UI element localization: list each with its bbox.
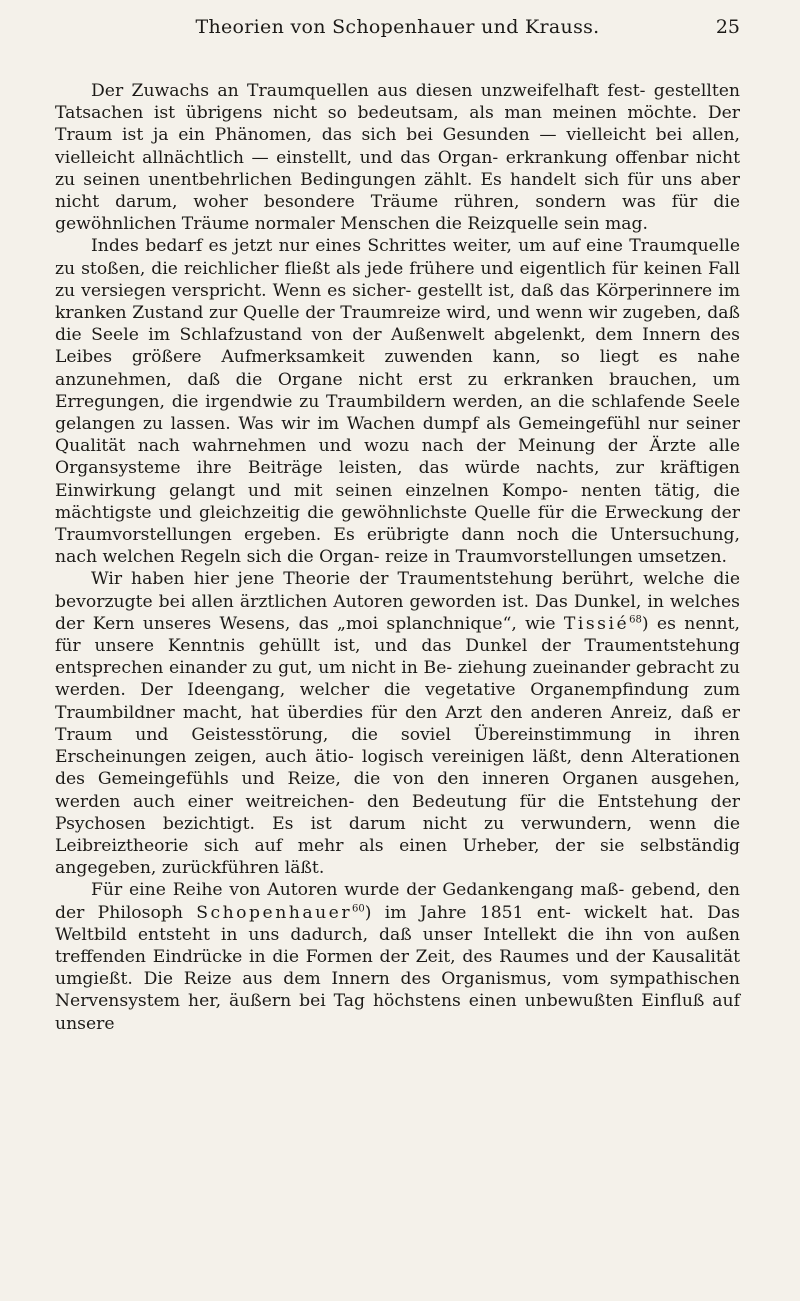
author-name-schopenhauer: Schopenhauer xyxy=(196,902,353,923)
paragraph-3 xyxy=(55,568,740,879)
footnote-ref-68: 68 xyxy=(629,614,642,626)
footnote-ref-60: 60 xyxy=(352,902,365,914)
page-number: 25 xyxy=(715,16,740,38)
paragraph-3-text-a: Wir haben hier jene Theorie der Traumentstehung berührt, welche die bevorzugte bei allen ärztlichen Autoren geworden ist. Das Dunkel, in welches der Kern unseres Wesens, das „moi splanchnique“, wie xyxy=(55,569,740,634)
paragraph-2: Indes bedarf es jetzt nur eines Schrittes weiter, um auf eine Traumquelle zu stoßen, die reichlicher fließt als jede frühere und eigentlich für keinen Fall zu versiegen verspricht. Wenn es sicher- gestellt ist, daß das Körperinnere im kranken Zustand zur Quelle der Traumreize wird, und wenn wir zugeben, daß die Seele im Schlafzustand von der Außenwelt abgelenkt, dem Innern des Leibes größere Aufmerksamkeit zuwenden kann, so liegt es nahe anzunehmen, daß die Organe nicht erst zu erkranken brauchen, um Erregungen, die irgendwie zu Traumbildern werden, an die schlafende Seele gelangen zu lassen. Was wir im Wachen dumpf als Gemeingefühl nur seiner Qualität nach wahrnehmen und wozu nach der Meinung der Ärzte alle Organsysteme ihre Beiträge leisten, das würde nachts, zur kräftigen Einwirkung gelangt und mit seinen einzelnen Kompo- nenten tätig, die mächtigste und gleichzeitig die gewöhnlichste Quelle für die Erweckung der Traumvorstellungen ergeben. Es erübrigte dann noch die Untersuchung, nach welchen Regeln sich die Organ- reize in Traumvorstellungen umsetzen. xyxy=(55,236,740,568)
paragraph-4 xyxy=(55,879,740,1034)
body-text xyxy=(55,80,740,1035)
paragraph-1: Der Zuwachs an Traumquellen aus diesen unzweifelhaft fest- gestellten Tatsachen ist übrigens nicht so bedeutsam, als man meinen möchte. Der Traum ist ja ein Phänomen, das sich bei Gesunden — vielleicht bei allen, vielleicht allnächtlich — einstellt, und das Organ- erkrankung offenbar nicht zu seinen unentbehrlichen Bedingungen zählt. Es handelt sich für uns aber nicht darum, woher besondere Träume rühren, sondern was für die gewöhnlichen Träume normaler Menschen die Reizquelle sein mag. xyxy=(55,81,740,235)
author-name-tissie: Tissié xyxy=(563,613,630,634)
paragraph-4-text-b: ) im Jahre 1851 ent- wickelt hat. Das Weltbild entsteht in uns dadurch, daß unser Intellekt die ihn von außen treffenden Eindrücke in die Formen der Zeit, des Raumes und der Kausalität umgießt. Die Reize aus dem Innern des Organismus, vom sympathischen Nervensystem her, äußern bei Tag höchstens einen unbewußten Einfluß auf unsere xyxy=(55,902,740,1034)
paragraph-4-text-a: Für eine Reihe von Autoren wurde der Gedankengang maß- gebend, den der Philosoph xyxy=(55,880,740,923)
paragraph-3-text-b: ) es nennt, für unsere Kenntnis gehüllt ist, und das Dunkel der Traumentstehung entsprechen einander zu gut, um nicht in Be- ziehung zueinander gebracht zu werden. Der Ideengang, welcher die vegetative Organempfindung zum Traumbildner macht, hat überdies für den Arzt den anderen Anreiz, daß er Traum und Geistesstörung, die soviel Übereinstimmung in ihren Erscheinungen zeigen, auch ätio- logisch vereinigen läßt, denn Alterationen des Gemeingefühls und Reize, die von den inneren Organen ausgehen, werden auch einer weitreichen- den Bedeutung für die Entstehung der Psychosen bezichtigt. Es ist darum nicht zu verwundern, wenn die Leibreiztheorie sich auf mehr als einen Urheber, der sie selbständig angegeben, zurückführen läßt. xyxy=(55,613,740,879)
running-head xyxy=(55,10,740,46)
running-title: Theorien von Schopenhauer und Krauss. xyxy=(195,16,600,38)
